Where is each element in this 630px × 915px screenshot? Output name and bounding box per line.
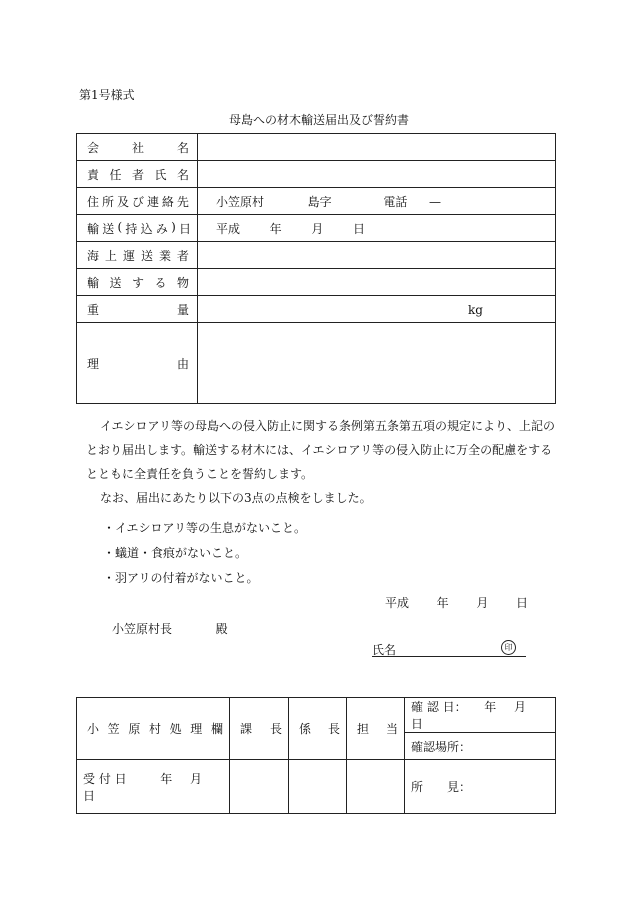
reason-field[interactable] [198,323,556,404]
stamp-subsection-chief[interactable] [289,760,347,814]
confirm-date-day: 日 [411,717,424,731]
weight-unit: kg [468,303,483,317]
date-year: 年 [269,221,282,236]
row-address [77,188,556,215]
check-item-2: ・蟻道・食痕がないこと。 [103,546,248,560]
row-reason [77,323,556,404]
submission-month: 月 [476,596,489,610]
main-table [76,133,556,404]
received-month: 月 [189,771,202,786]
row-weight [77,296,556,323]
label-carrier: 海 上 運 送 業 者 [77,242,198,269]
addressee [112,620,228,637]
body-line-1: イエシロアリ等の母島への侵入防止に関する条例第五条第五項の規定により、上記の [100,419,556,433]
signature-line[interactable] [372,640,526,657]
address-phone-label: 電話 [383,194,408,209]
seal-mark-icon: 印 [501,640,516,655]
check-item-1: ・イエシロアリ等の生息がないこと。 [103,521,307,535]
row-company [77,134,556,161]
received-year: 年 [160,771,173,786]
address-district: 島字 [307,194,332,209]
row-manager [77,161,556,188]
office-use-table [76,697,556,814]
goods-field[interactable] [198,269,556,296]
received-day: 日 [83,788,96,803]
label-transport-date: 輸 送 ( 持 込 み ) 日 [77,215,198,242]
address-phone-dash: — [429,194,442,209]
label-goods: 輸 送 す る 物 [77,269,198,296]
transport-date-field[interactable] [198,215,556,242]
confirm-date-year: 年 [484,700,497,714]
label-weight: 重 量 [77,296,198,323]
submission-date [385,594,528,611]
submission-day: 日 [516,596,529,610]
received-label: 受 付 日 [83,771,127,786]
carrier-field[interactable] [198,242,556,269]
date-day: 日 [353,221,366,236]
confirm-date-label: 確 認 日： [411,700,467,714]
confirm-place-label: 確認場所： [411,739,472,754]
company-field[interactable] [198,134,556,161]
form-title: 母島への材木輸送届出及び誓約書 [228,113,409,127]
row-goods [77,269,556,296]
role-subsection-chief: 係 長 [289,698,347,760]
confirm-date-cell[interactable] [405,698,556,733]
address-field[interactable] [198,188,556,215]
label-address: 住 所 及 び 連 絡 先 [77,188,198,215]
received-date-cell[interactable] [77,760,230,814]
role-staff: 担 当 [347,698,405,760]
office-section-label: 小 笠 原 村 処 理 欄 [77,698,230,760]
check-item-3: ・羽アリの付着がないこと。 [103,571,259,585]
address-village: 小笠原村 [216,194,265,209]
manager-field[interactable] [198,161,556,188]
body-line-2: とおり届出します。輸送する材木には、イエシロアリ等の侵入防止に万全の配慮をする [86,443,553,457]
body-line-3: とともに全責任を負うことを誓約します。 [86,467,314,481]
row-carrier [77,242,556,269]
date-era: 平成 [216,221,241,236]
row-date [77,215,556,242]
signature-label: 氏名 [372,643,397,657]
label-reason: 理 由 [77,323,198,404]
opinion-cell[interactable] [405,760,556,814]
form-number: 第1号様式 [79,88,135,102]
label-company: 会 社 名 [77,134,198,161]
confirm-place-cell[interactable] [405,733,556,760]
opinion-label: 所 見： [411,780,472,794]
label-manager: 責 任 者 氏 名 [77,161,198,188]
submission-era: 平成 [385,596,410,610]
confirm-date-month: 月 [513,700,526,714]
pledge-paragraph [86,414,566,510]
weight-field[interactable] [198,296,556,323]
stamp-staff[interactable] [347,760,405,814]
addressee-name: 小笠原村長 [112,622,173,636]
body-line-4: なお、届出にあたり以下の3点の点検をしました。 [100,491,372,505]
role-section-chief: 課 長 [230,698,289,760]
date-month: 月 [311,221,324,236]
submission-year: 年 [436,596,449,610]
addressee-honorific: 殿 [215,622,228,636]
stamp-section-chief[interactable] [230,760,289,814]
